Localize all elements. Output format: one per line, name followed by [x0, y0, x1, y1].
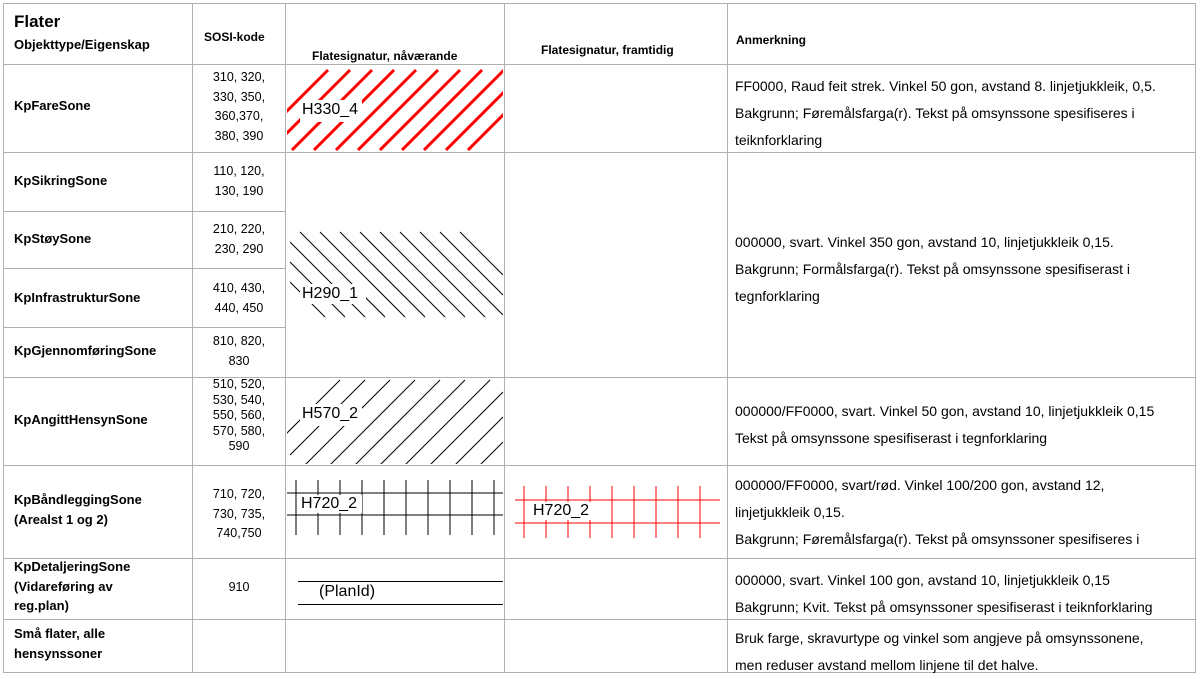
header-current: Flatesignatur, nåværande — [312, 49, 458, 63]
header-sosi: SOSI-kode — [204, 30, 265, 44]
row-name: KpStøySone — [14, 231, 92, 246]
signature-label: H720_2 — [301, 495, 358, 512]
row-codes: 710, 720, 730, 735, 740,750 — [212, 487, 266, 540]
row-remark: 000000/FF0000, svart. Vinkel 50 gon, avstand 10, linjetjukkleik 0,15 Tekst på omsynssone spesifiserast i tegnforklaring — [735, 403, 1155, 446]
row-codes: 410, 430, 440, 450 — [212, 281, 266, 315]
row-name: KpDetaljeringSone (Vidareføring av reg.plan) — [14, 559, 131, 613]
signature-label: H570_2 — [302, 405, 359, 422]
row-name: KpInfrastrukturSone — [14, 290, 141, 305]
signature-label: H290_1 — [302, 285, 359, 302]
signature-label-future: H720_2 — [533, 502, 590, 519]
hatch-h330-4 — [248, 70, 548, 150]
row-name: KpSikringSone — [14, 173, 108, 188]
header-title: Flater — [14, 12, 61, 31]
header-subtitle: Objekttype/Eigenskap — [14, 37, 150, 52]
row-remark: 000000, svart. Vinkel 100 gon, avstand 10, linjetjukkleik 0,15 Bakgrunn; Kvit. Tekst på omsynssoner spesifiserast i teiknforklaring — [735, 572, 1153, 615]
row-name: KpBåndleggingSone (Arealst 1 og 2) — [14, 492, 142, 527]
row-codes: 110, 120, 130, 190 — [213, 164, 265, 198]
row-remark: FF0000, Raud feit strek. Vinkel 50 gon, avstand 8. linjetjukkleik, 0,5. Bakgrunn; Føremålsfarga(r). Tekst på omsynssone spesifiseres i teiknforklaring — [735, 78, 1156, 148]
row-name: KpAngittHensynSone — [14, 412, 148, 427]
row-codes: 810, 820, 830 — [212, 334, 266, 368]
row-name: KpFareSone — [14, 98, 91, 113]
row-remark: Bruk farge, skravurtype og vinkel som angjeve på omsynssonene, men reduser avstand mellom linjene til det halve. — [735, 630, 1144, 673]
row-codes: 910 — [228, 580, 250, 594]
row-name: KpGjennomføringSone — [14, 343, 157, 358]
signature-label: (PlanId) — [319, 583, 376, 600]
signature-label: H330_4 — [302, 101, 359, 118]
row-codes: 310, 320, 330, 350, 360,370, 380, 390 — [212, 70, 266, 143]
row-codes: 510, 520, 530, 540, 550, 560, 570, 580, 590 — [212, 377, 266, 453]
row-remark: 000000/FF0000, svart/rød. Vinkel 100/200 gon, avstand 12, linjetjukkleik 0,15. Bakgrunn; Føremålsfarga(r). Tekst på omsynssoner spesifiseres i — [735, 477, 1140, 547]
header-remark: Anmerkning — [736, 33, 807, 47]
header-future: Flatesignatur, framtidig — [541, 43, 674, 57]
row-codes: 210, 220, 230, 290 — [212, 222, 266, 256]
row-remark: 000000, svart. Vinkel 350 gon, avstand 10, linjetjukkleik 0,15. Bakgrunn; Formålsfarga(r). Tekst på omsynssone spesifiserast i tegnforklaring — [735, 234, 1131, 304]
row-name: Små flater, alle hensynssoner — [14, 626, 106, 661]
hatch-h290-1 — [290, 232, 503, 317]
